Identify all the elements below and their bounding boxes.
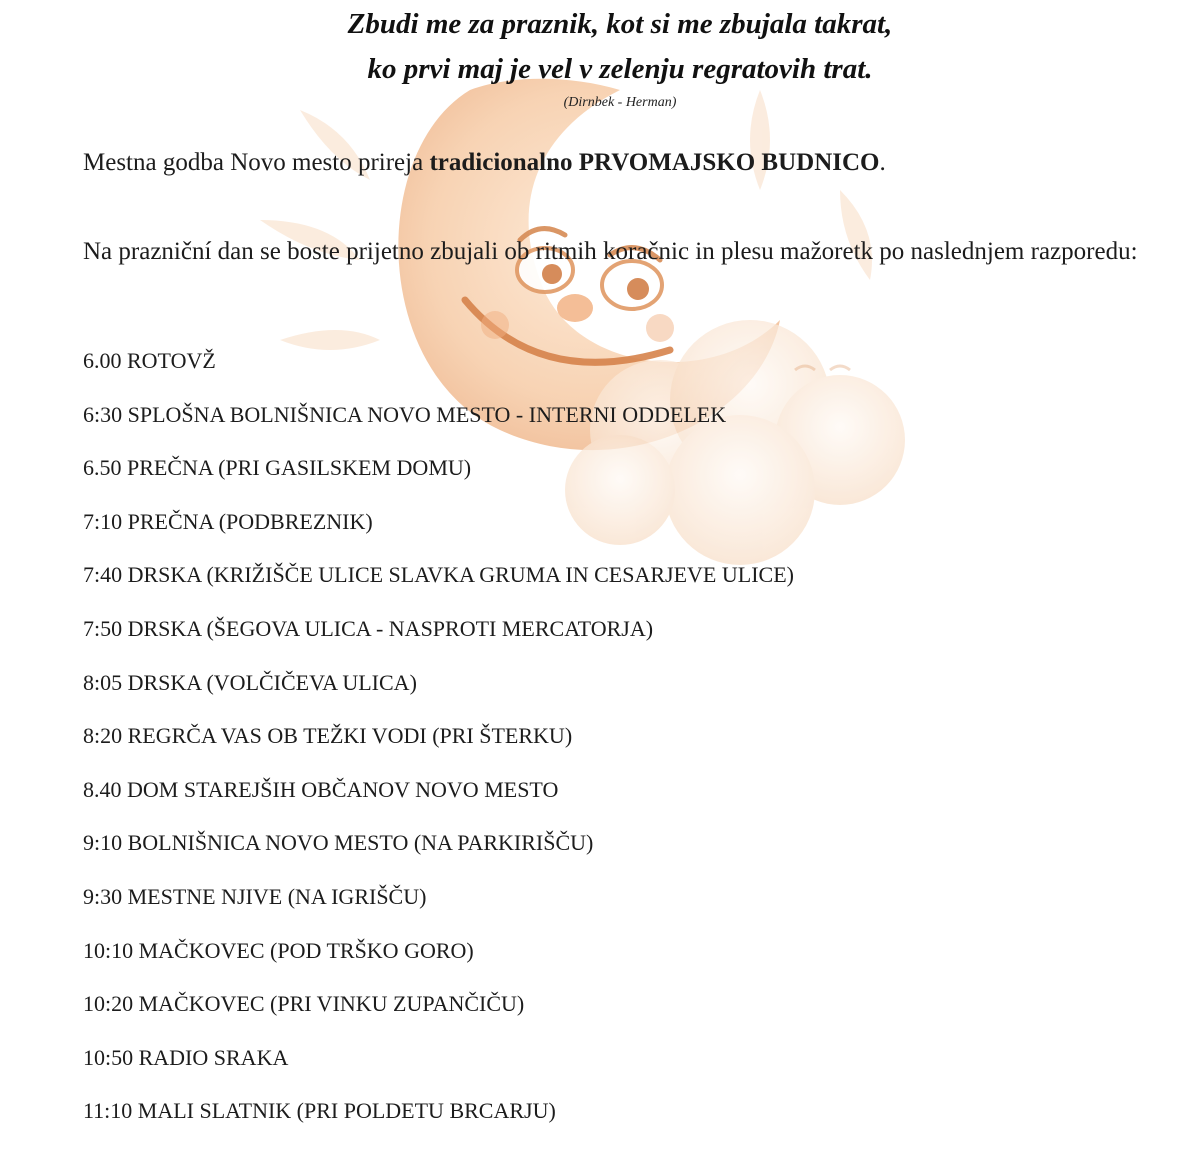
poem-line-2: ko prvi maj je vel v zelenju regratovih trat. xyxy=(367,53,873,85)
schedule-item: 11:10 MALI SLATNIK (PRI POLDETU BRCARJU) xyxy=(83,1098,556,1124)
schedule-item: 7:50 DRSKA (ŠEGOVA ULICA - NASPROTI MERCATORJA) xyxy=(83,615,654,641)
schedule-item: 6.00 ROTOVŽ xyxy=(83,348,216,373)
schedule-item: 7:10 PREČNA (PODBREZNIK) xyxy=(83,508,373,534)
schedule-item: 10:20 MAČKOVEC (PRI VINKU ZUPANČIČU) xyxy=(83,991,525,1017)
intro-prefix: Mestna godba Novo mesto prireja xyxy=(83,149,430,176)
schedule-item: 8.40 DOM STAREJŠIH OBČANOV NOVO MESTO xyxy=(83,776,559,802)
schedule-item: 8:20 REGRČA VAS OB TEŽKI VODI (PRI ŠTERKU) xyxy=(83,723,573,749)
schedule-item: 10:10 MAČKOVEC (POD TRŠKO GORO) xyxy=(83,937,474,963)
intro-paragraph xyxy=(83,147,1143,179)
schedule-item: 9:30 MESTNE NJIVE (NA IGRIŠČU) xyxy=(83,883,427,909)
schedule-item: 10:50 RADIO SRAKA xyxy=(83,1044,289,1070)
schedule-item: 6:30 SPLOŠNA BOLNIŠNICA NOVO MESTO - INTERNI ODDELEK xyxy=(83,401,727,427)
poem-line-1: Zbudi me za praznik, kot si me zbujala takrat, xyxy=(347,8,893,40)
schedule-list xyxy=(83,345,1143,1149)
schedule-item: 8:05 DRSKA (VOLČIČEVA ULICA) xyxy=(83,669,417,695)
intro-bold-tradicionalno: tradicionalno xyxy=(429,149,573,176)
intro-suffix: . xyxy=(879,149,886,176)
schedule-item: 9:10 BOLNIŠNICA NOVO MESTO (NA PARKIRIŠČU) xyxy=(83,830,594,856)
poem-attribution: (Dirnbek - Herman) xyxy=(563,95,677,110)
intro-bold-event-name: PRVOMAJSKO BUDNICO xyxy=(578,149,880,176)
schedule-intro-paragraph: Na prazniční dan se boste prijetno zbujali ob ritmih koračnic in plesu mažoretk po naslednjem razporedu: xyxy=(83,238,1138,265)
schedule-item: 6.50 PREČNA (PRI GASILSKEM DOMU) xyxy=(83,455,472,481)
schedule-item: 7:40 DRSKA (KRIŽIŠČE ULICE SLAVKA GRUMA IN CESARJEVE ULICE) xyxy=(83,562,794,588)
